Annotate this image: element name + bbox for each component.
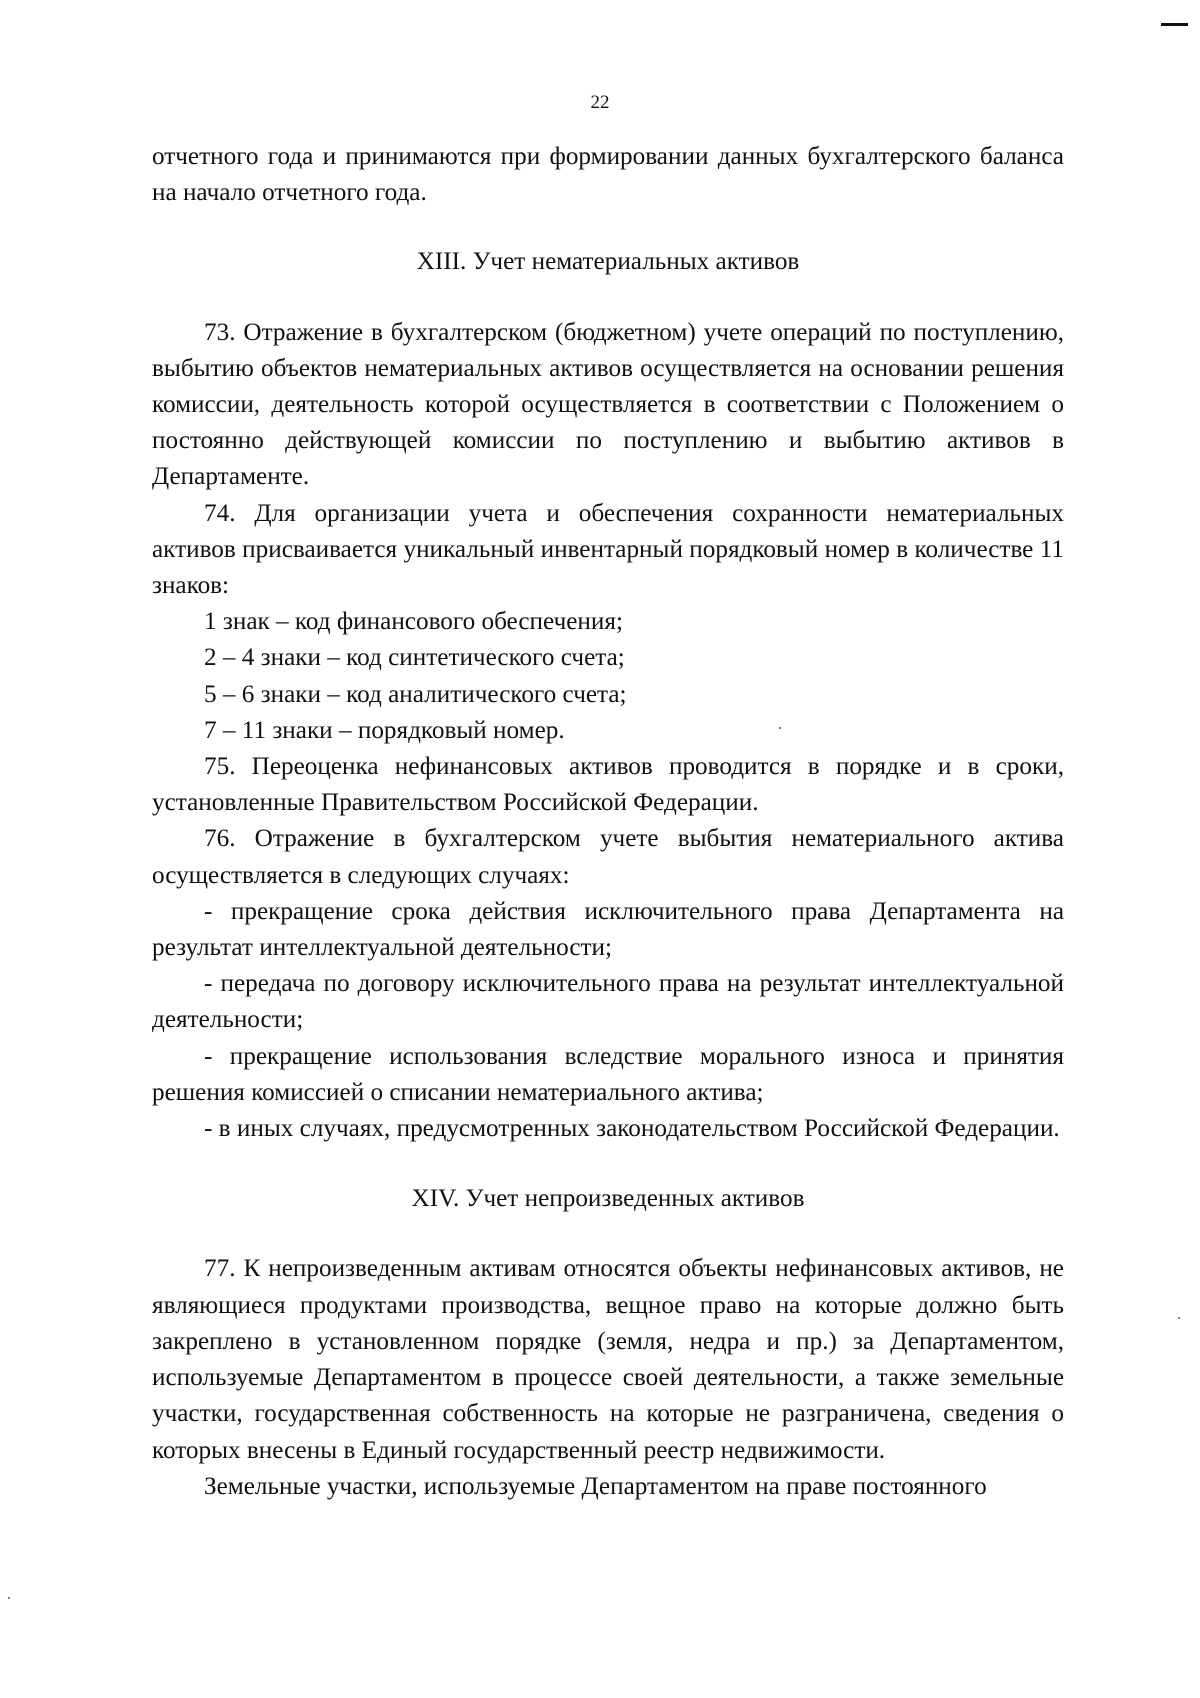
paragraph-73: 73. Отражение в бухгалтерском (бюджетном) учете операций по поступлению, выбытию объектов нематериальных активов осуществляется на основании решения комиссии, деятельность которой осуществляется в соответствии с Положением о постоянно действующей комиссии по поступлению и выбытию активов в Департаменте.: [152, 318, 1064, 491]
list-item-76-4: - в иных случаях, предусмотренных законодательством Российской Федерации.: [204, 1115, 1060, 1143]
document-body: [152, 139, 1064, 1505]
list-item-76-3: - прекращение использования вследствие морального износа и принятия решения комиссией о списании нематериального актива;: [152, 1042, 1064, 1106]
list-item-76-1: - прекращение срока действия исключительного права Департамента на результат интеллектуальной деятельности;: [152, 897, 1064, 962]
paragraph-77: 77. К непроизведенным активам относятся объекты нефинансовых активов, не являющиеся продуктами производства, вещное право на которые должно быть закреплено в установленном порядке (земля, недра и пр.) за Департаментом, используемые Департаментом в процессе своей деятельности, а также земельные участки, государственная собственность на которые не разграничена, сведения о которых внесены в Единый государственный реестр недвижимости.: [152, 1255, 1064, 1464]
list-item-76-2: - передача по договору исключительного права на результат интеллектуальной деятельности;: [152, 970, 1064, 1034]
paragraph-77-continuation: Земельные участки, используемые Департаментом на праве постоянного: [204, 1472, 987, 1500]
scan-corner-mark: [1161, 23, 1188, 26]
scan-speck: [779, 727, 781, 729]
paragraph-74: 74. Для организации учета и обеспечения сохранности нематериальных активов присваивается уникальный инвентарный порядковый номер в количестве 11 знаков:: [152, 499, 1064, 600]
scan-speck: [1178, 1317, 1180, 1319]
list-item-74-2: 2 – 4 знаки – код синтетического счета;: [204, 644, 625, 672]
list-item-74-4: 7 – 11 знаки – порядковый номер.: [204, 716, 565, 744]
list-item-74-1: 1 знак – код финансового обеспечения;: [204, 608, 623, 636]
list-item-74-3: 5 – 6 знаки – код аналитического счета;: [204, 680, 627, 708]
scan-speck: [8, 1597, 10, 1599]
paragraph-76: 76. Отражение в бухгалтерском учете выбытия нематериального актива осуществляется в следующих случаях:: [152, 825, 1064, 889]
section-13-heading: XIII. Учет нематериальных активов: [416, 248, 800, 276]
paragraph-75: 75. Переоценка нефинансовых активов проводится в порядке и в сроки, установленные Правительством Российской Федерации.: [152, 753, 1064, 817]
section-14-heading: XIV. Учет непроизведенных активов: [411, 1185, 805, 1213]
page-number: 22: [590, 92, 610, 113]
intro-paragraph: отчетного года и принимаются при формировании данных бухгалтерского баланса на начало отчетного года.: [152, 143, 1064, 207]
